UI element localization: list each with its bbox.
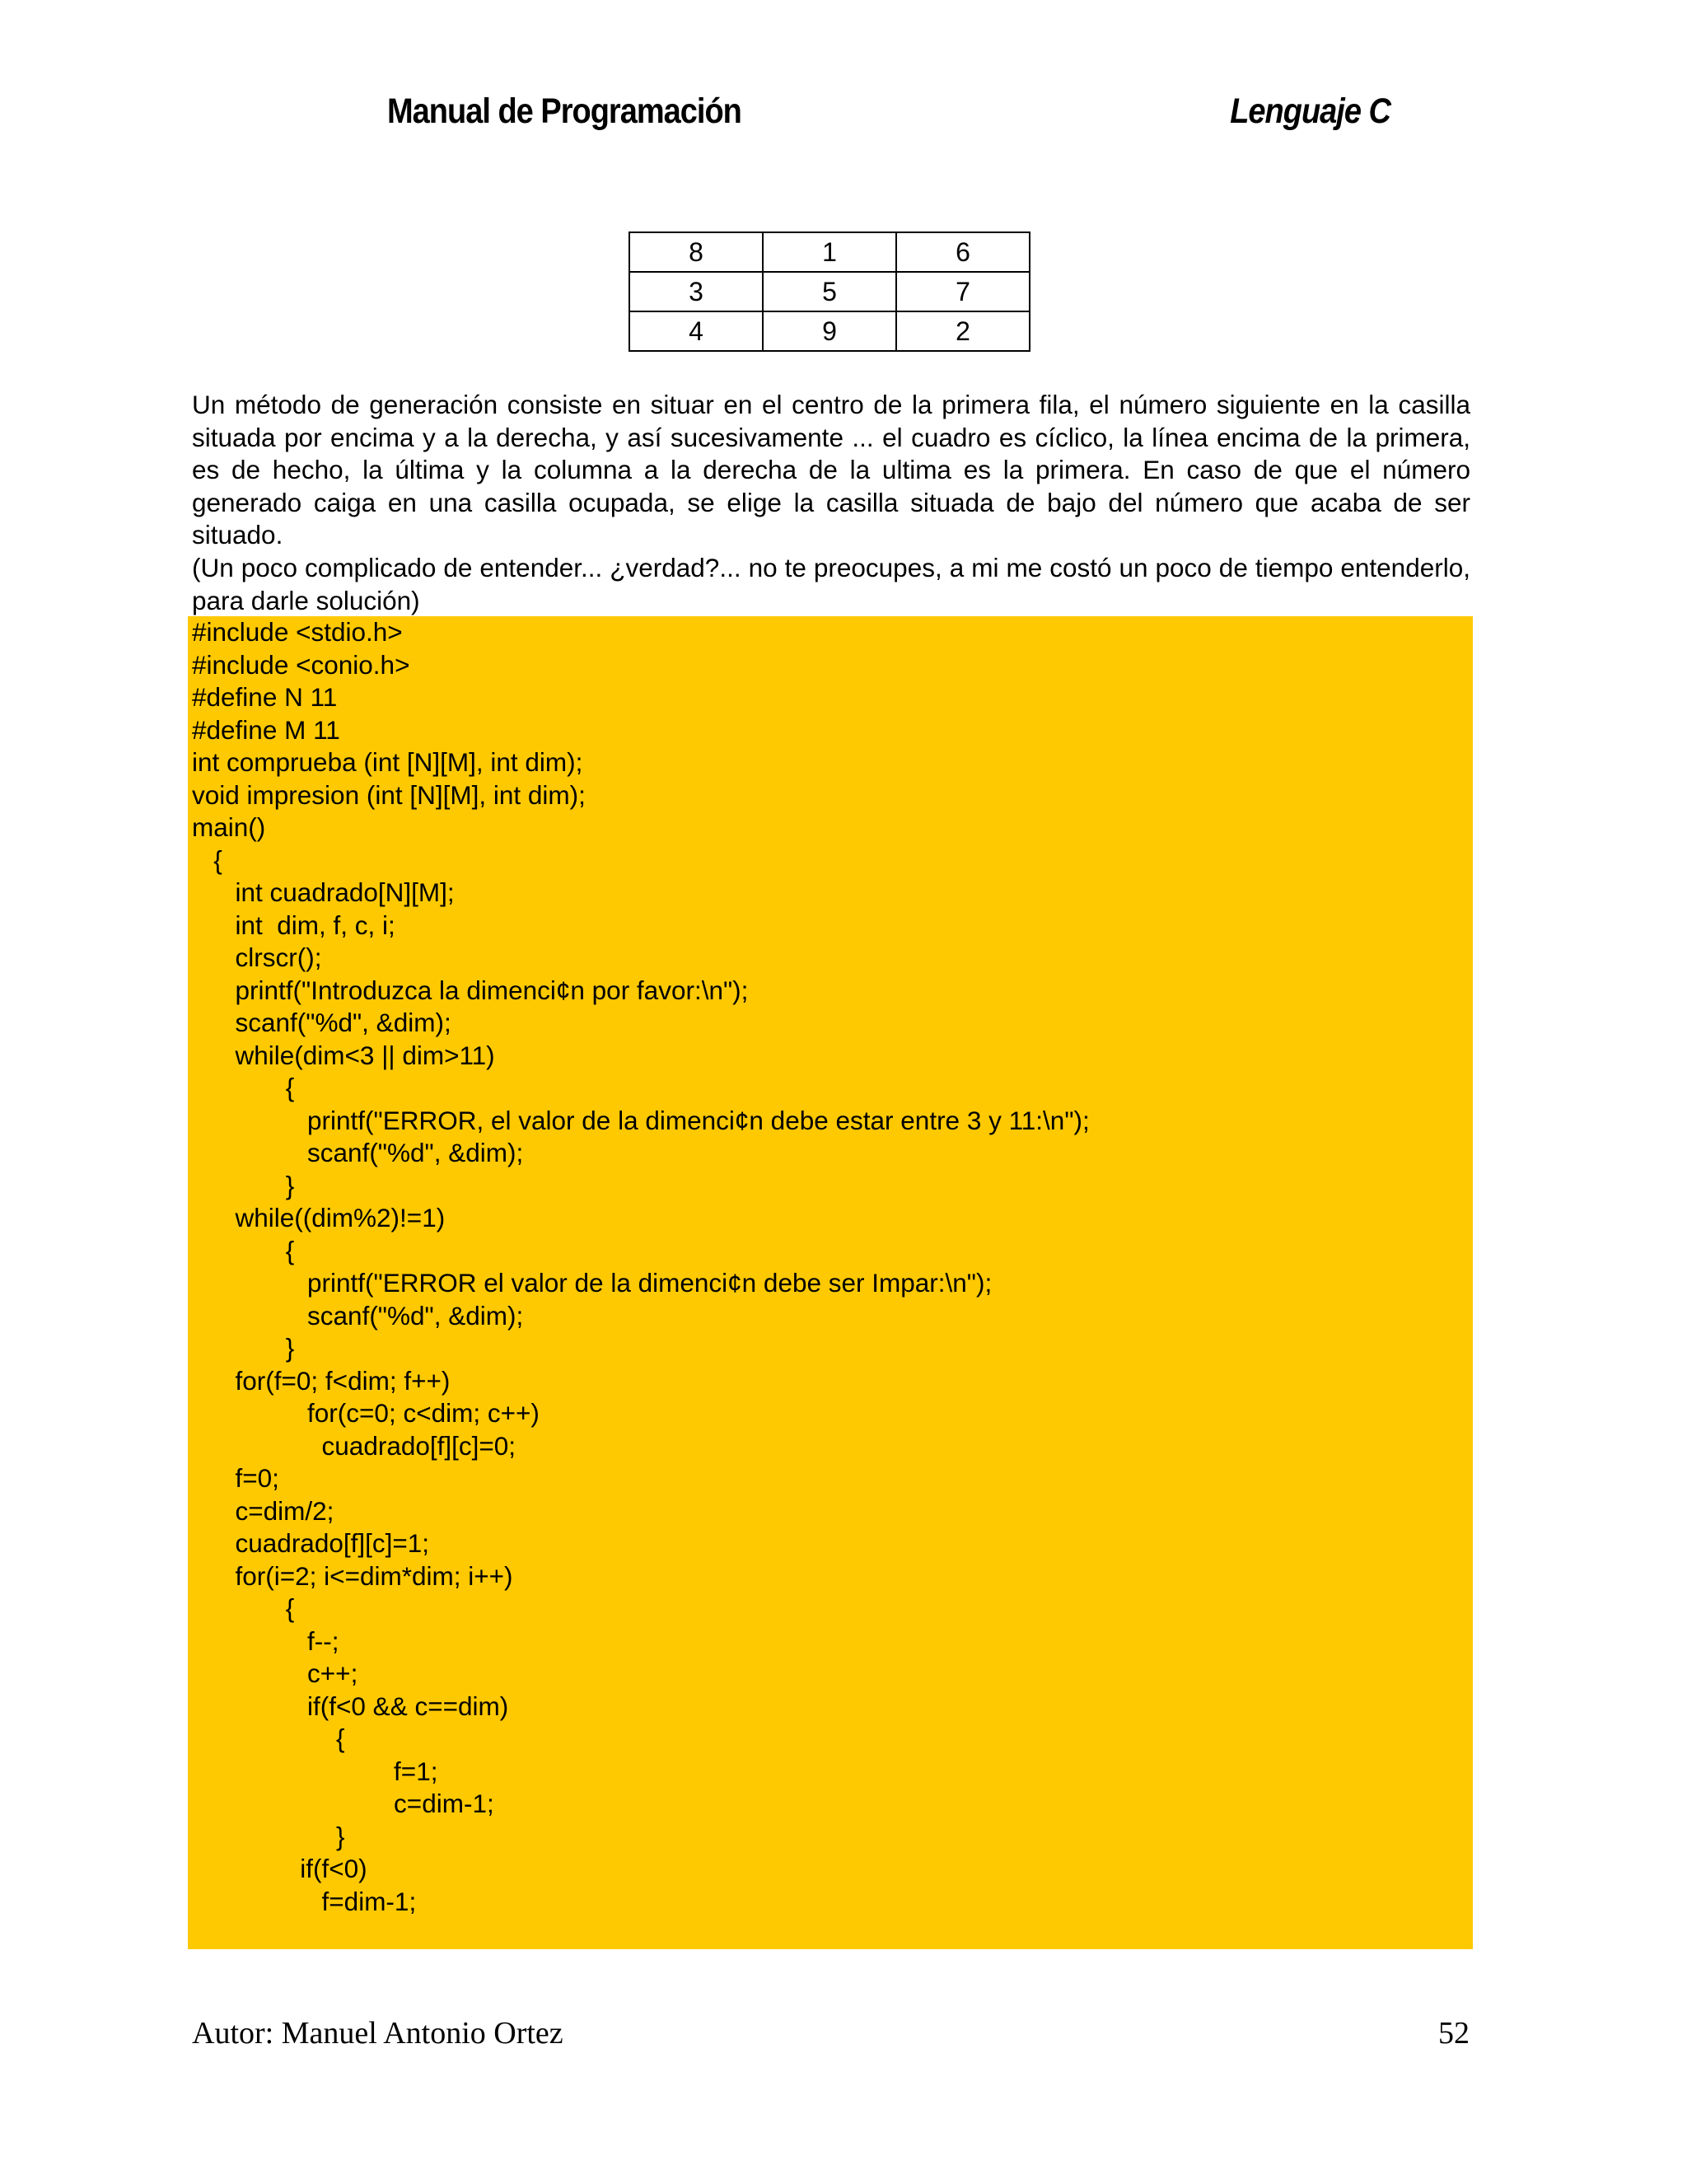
page-number: 52 [1438, 2016, 1470, 2051]
table-cell: 7 [896, 272, 1030, 311]
code-line: c++; [192, 1658, 358, 1688]
code-line: c=dim-1; [192, 1789, 494, 1818]
table-cell: 3 [629, 272, 763, 311]
code-line: int comprueba (int [N][M], int dim); [192, 747, 583, 777]
code-line: #include <stdio.h> [192, 617, 403, 647]
code-line: } [192, 1821, 345, 1851]
code-line: { [192, 1073, 295, 1102]
code-line: printf("Introduzca la dimenci¢n por favor:\n"); [192, 975, 749, 1005]
code-line: cuadrado[f][c]=0; [192, 1430, 516, 1461]
code-line: #define N 11 [192, 682, 338, 712]
code-line: main() [192, 812, 266, 842]
code-line: for(f=0; f<dim; f++) [192, 1365, 451, 1396]
table-cell: 1 [763, 232, 896, 272]
header-manual-title: Manual de Programación [387, 92, 741, 132]
header-language-title: Lenguaje C [1230, 92, 1390, 132]
code-line: } [192, 1333, 295, 1363]
table-cell: 8 [629, 232, 763, 272]
intro-text [192, 389, 1470, 617]
code-line: if(f<0 && c==dim) [192, 1691, 509, 1721]
table-row [629, 232, 1030, 272]
code-line: for(c=0; c<dim; c++) [192, 1398, 540, 1428]
footer-author: Autor: Manuel Antonio Ortez [192, 2016, 563, 2051]
code-line: { [192, 1593, 295, 1623]
table-cell: 9 [763, 311, 896, 351]
table-cell: 4 [629, 311, 763, 351]
code-line: for(i=2; i<=dim*dim; i++) [192, 1560, 513, 1591]
code-line: { [192, 1235, 295, 1265]
code-line: f=1; [192, 1756, 438, 1786]
code-line: clrscr(); [192, 942, 322, 972]
code-line: scanf("%d", &dim); [192, 1138, 524, 1167]
code-line: while((dim%2)!=1) [192, 1203, 446, 1232]
code-line: int dim, f, c, i; [192, 910, 395, 940]
code-line: printf("ERROR, el valor de la dimenci¢n debe estar entre 3 y 11:\n"); [192, 1105, 1090, 1135]
code-line: printf("ERROR el valor de la dimenci¢n debe ser Impar:\n"); [192, 1268, 993, 1298]
intro-paragraph: Un método de generación consiste en situar en el centro de la primera fila, el número siguiente en la casilla situada por encima y a la derecha, y así sucesivamente ... el cuadro es cíclico, la línea encima de la primera, es de hecho, la última y la columna a la derecha de la ultima es la primera. En caso de que el número generado caiga en una casilla ocupada, se elige la casilla situada de bajo del número que acaba de ser situado. [192, 390, 1470, 550]
table-cell: 2 [896, 311, 1030, 351]
code-line: { [192, 844, 222, 875]
code-line: { [192, 1723, 345, 1753]
code-line: while(dim<3 || dim>11) [192, 1040, 495, 1070]
code-line: void impresion (int [N][M], int dim); [192, 779, 586, 810]
code-listing [188, 616, 1473, 1949]
magic-square-table [629, 231, 1030, 352]
code-line: scanf("%d", &dim); [192, 1300, 524, 1331]
code-line: f=0; [192, 1463, 279, 1493]
code-line: scanf("%d", &dim); [192, 1008, 451, 1037]
table-row [629, 311, 1030, 351]
code-line: cuadrado[f][c]=1; [192, 1528, 430, 1558]
code-line: if(f<0) [192, 1854, 367, 1883]
table-cell: 6 [896, 232, 1030, 272]
code-line: } [192, 1170, 295, 1200]
intro-paragraph-note: (Un poco complicado de entender... ¿verdad?... no te preocupes, a mi me costó un poco de tiempo entenderlo, para darle solución) [192, 552, 1470, 615]
code-line: f=dim-1; [192, 1886, 417, 1916]
code-line: #include <conio.h> [192, 649, 410, 680]
code-line: int cuadrado[N][M]; [192, 877, 455, 907]
table-row [629, 272, 1030, 311]
table-cell: 5 [763, 272, 896, 311]
code-line: #define M 11 [192, 714, 340, 745]
code-line: c=dim/2; [192, 1495, 334, 1526]
code-line: f--; [192, 1625, 339, 1656]
